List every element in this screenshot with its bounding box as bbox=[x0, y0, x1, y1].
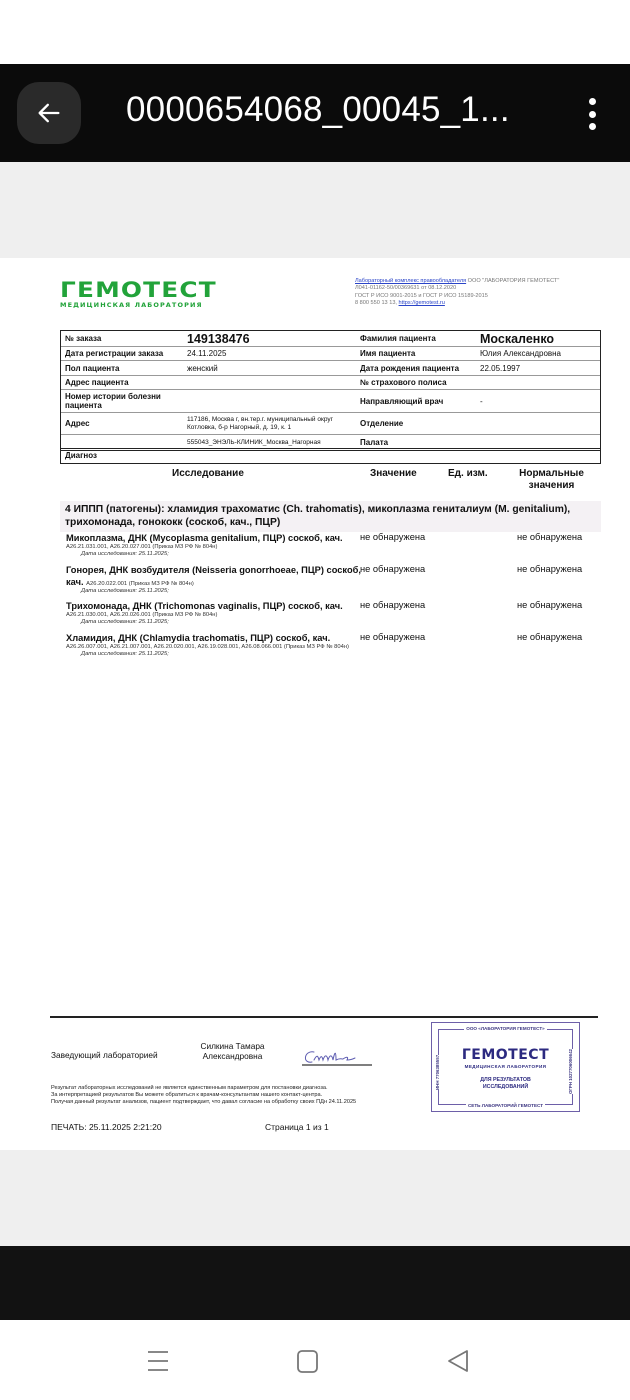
app-bar bbox=[0, 64, 630, 162]
status-bar bbox=[0, 0, 630, 64]
recents-button[interactable] bbox=[141, 1344, 175, 1378]
disclaimer-line: Результат лабораторных исследований не является единственным параметром для постановки диагноза. bbox=[51, 1085, 328, 1091]
stamp-logo: ГЕМОТЕСТ bbox=[461, 1047, 550, 1063]
test-name: Хламидия, ДНК (Chlamydia trachomatis, ПЦР) соскоб, кач. bbox=[66, 633, 331, 643]
more-dot bbox=[589, 123, 596, 130]
doctor: - bbox=[480, 396, 483, 406]
lab-info bbox=[355, 278, 605, 308]
address-label: Адрес bbox=[65, 419, 90, 428]
test-codes: A26.21.030.001, A26.20.026.001 (Приказ МЗ РФ № 804н) bbox=[66, 612, 218, 618]
document-title: 0000654068_00045_1... bbox=[126, 90, 510, 129]
back-triangle-icon bbox=[447, 1349, 471, 1373]
test-name: Трихомонада, ДНК (Trichomonas vaginalis, ПЦР) соскоб, кач. bbox=[66, 601, 343, 611]
signer-name: Силкина Тамара Александровна bbox=[200, 1041, 265, 1061]
back-nav-button[interactable] bbox=[442, 1344, 476, 1378]
signature-image bbox=[300, 1042, 380, 1072]
lab-complex-link[interactable]: Лабораторный комплекс правообладателя bbox=[355, 278, 467, 284]
sex-label: Пол пациента bbox=[65, 363, 120, 373]
print-timestamp: ПЕЧАТЬ: 25.11.2025 2:21:20 bbox=[51, 1122, 162, 1132]
more-dot bbox=[589, 111, 596, 118]
table-row bbox=[61, 361, 600, 376]
more-options-button[interactable] bbox=[578, 92, 606, 136]
lab-owner: ООО "ЛАБОРАТОРИЯ ГЕМОТЕСТ" bbox=[466, 278, 560, 284]
test-normal: не обнаружена bbox=[517, 600, 583, 610]
test-item bbox=[66, 600, 366, 627]
website-link[interactable]: https://gemotest.ru bbox=[398, 300, 445, 307]
doctor-label: Направляющий врач bbox=[360, 396, 444, 406]
stamp-purpose bbox=[439, 1077, 572, 1091]
test-normal: не обнаружена bbox=[517, 632, 583, 642]
ward-label: Палата bbox=[360, 438, 389, 447]
stamp-subtitle: МЕДИЦИНСКАЯ ЛАБОРАТОРИЯ bbox=[464, 1064, 547, 1069]
test-normal: не обнаружена bbox=[517, 564, 583, 574]
table-row bbox=[61, 413, 600, 435]
surname: Москаленко bbox=[480, 331, 555, 346]
disclaimer bbox=[51, 1085, 356, 1106]
reg-date-label: Дата регистрации заказа bbox=[65, 349, 164, 358]
test-name bbox=[66, 564, 366, 588]
test-name-text: Гонорея, ДНК возбудителя (Neisseria gonorrhoeae, ПЦР) соскоб, кач. bbox=[66, 565, 361, 587]
bottom-band bbox=[0, 1246, 630, 1320]
test-normal: не обнаружена bbox=[517, 532, 583, 542]
back-button[interactable] bbox=[17, 82, 81, 144]
history bbox=[183, 390, 356, 412]
order-no-label: № заказа bbox=[65, 334, 102, 343]
disclaimer-line: За интерпретацией результатов Вы можете обратиться к врачам-консультантам нашего контакт-центра. bbox=[51, 1092, 323, 1098]
stamp-bottom-label: СЕТЬ ЛАБОРАТОРИЙ ГЕМОТЕСТ bbox=[467, 1103, 544, 1108]
gemotest-logo bbox=[60, 278, 217, 309]
dob-label: Дата рождения пациента bbox=[360, 363, 460, 373]
disclaimer-line: Получая данный результат анализов, пациент подтверждает, что давал согласие на обработку своих ПДн 24.11.2025 bbox=[51, 1099, 357, 1105]
stamp-top-label: ООО «ЛАБОРАТОРИЯ ГЕМОТЕСТ» bbox=[466, 1026, 545, 1031]
test-item bbox=[66, 632, 366, 659]
test-value: не обнаружена bbox=[360, 632, 426, 642]
test-date: Дата исследования: 25.11.2025; bbox=[81, 551, 169, 557]
gost: ГОСТ Р ИСО 9001-2015 и ГОСТ Р ИСО 15189-2015 bbox=[355, 292, 488, 299]
stamp-ogrn-text: ОГРН 1027706006642 bbox=[568, 1049, 573, 1094]
reg-date: 24.11.2025 bbox=[187, 349, 227, 358]
test-codes: A26.26.007.001, A26.21.007.001, A26.20.020.001, A26.19.028.001, A26.08.066.001 (Приказ МЗ РФ № 804н) bbox=[66, 644, 349, 650]
test-value: не обнаружена bbox=[360, 532, 426, 542]
recents-icon bbox=[146, 1349, 170, 1373]
col-value: Значение bbox=[370, 468, 417, 479]
stamp-inn-text: ИНН 7706385557 bbox=[435, 1054, 440, 1090]
history-label: Номер истории болезни пациента bbox=[65, 392, 161, 410]
stamp-frame bbox=[435, 1026, 573, 1108]
test-item bbox=[66, 564, 366, 596]
department bbox=[476, 413, 600, 434]
test-value: не обнаружена bbox=[360, 564, 426, 574]
dob: 22.05.1997 bbox=[480, 363, 521, 373]
diagnosis-row bbox=[60, 448, 601, 464]
test-date: Дата исследования: 25.11.2025; bbox=[81, 619, 169, 625]
test-item bbox=[66, 532, 366, 559]
test-date: Дата исследования: 25.11.2025; bbox=[81, 651, 169, 657]
footer-divider bbox=[50, 1016, 598, 1018]
stamp-purpose-line: ДЛЯ РЕЗУЛЬТАТОВ bbox=[480, 1077, 531, 1083]
system-nav-bar bbox=[0, 1320, 630, 1400]
name-label: Имя пациента bbox=[360, 349, 416, 358]
policy bbox=[476, 376, 600, 389]
patient-address bbox=[183, 376, 356, 389]
test-name: Микоплазма, ДНК (Mycoplasma genitalium, ПЦР) соскоб, кач. bbox=[66, 533, 343, 543]
col-normal: Нормальные значения bbox=[519, 468, 584, 491]
home-button[interactable] bbox=[291, 1344, 325, 1378]
department-label: Отделение bbox=[360, 419, 404, 428]
section-title: 4 ИППП (патогены): хламидия трахоматис (Ch. trahomatis), микоплазма гениталиум (M. genitalium), трихомонада, гонококк (соскоб, кач., ПЦР) bbox=[60, 501, 601, 532]
license: Л041-01162-50/00369631 от 08.12.2020 bbox=[355, 285, 457, 292]
test-date: Дата исследования: 25.11.2025; bbox=[81, 588, 169, 594]
stamp-inn bbox=[435, 1038, 443, 1098]
col-unit: Ед. изм. bbox=[448, 468, 488, 479]
signer-role: Заведующий лабораторией bbox=[51, 1050, 158, 1060]
arrow-left-icon bbox=[35, 99, 63, 127]
diagnosis-label: Диагноз bbox=[65, 451, 97, 460]
stamp-top-text bbox=[439, 1026, 572, 1031]
patient-address-label: Адрес пациента bbox=[65, 378, 129, 387]
test-codes: A26.21.031.001, A26.20.027.001 (Приказ МЗ РФ № 804н) bbox=[66, 544, 218, 550]
table-row bbox=[61, 347, 600, 361]
col-study: Исследование bbox=[172, 468, 244, 479]
patient-info-table bbox=[60, 330, 601, 451]
sex: женский bbox=[187, 363, 218, 373]
more-vertical-icon bbox=[589, 98, 596, 105]
order-no: 149138476 bbox=[187, 331, 250, 346]
policy-label: № страхового полиса bbox=[360, 378, 447, 387]
table-row bbox=[61, 390, 600, 413]
table-row bbox=[61, 376, 600, 390]
stamp-purpose-line: ИССЛЕДОВАНИЙ bbox=[482, 1084, 529, 1090]
table-row bbox=[61, 331, 600, 347]
phone: 8 800 550 13 13, bbox=[355, 300, 399, 307]
home-icon bbox=[296, 1349, 320, 1373]
stamp-ogrn bbox=[568, 1038, 576, 1098]
test-value: не обнаружена bbox=[360, 600, 426, 610]
document-page bbox=[0, 258, 630, 1150]
logo-text: ГЕМОТЕСТ bbox=[60, 278, 217, 302]
logo-subtitle: МЕДИЦИНСКАЯ ЛАБОРАТОРИЯ bbox=[60, 301, 203, 309]
clinic: 555043_ЭНЭЛЬ-КЛИНИК_Москва_Нагорная bbox=[187, 438, 321, 446]
address: 117186, Москва г, вн.тер.г. муниципальный округ Котловка, б-р Нагорный, д. 19, к. 1 bbox=[187, 415, 333, 431]
test-codes: A26.20.022.001 (Приказ МЗ РФ № 804н) bbox=[86, 581, 194, 587]
page-number: Страница 1 из 1 bbox=[265, 1122, 329, 1132]
surname-label: Фамилия пациента bbox=[360, 334, 436, 343]
stamp-bottom-text bbox=[439, 1103, 572, 1108]
patient-name: Юлия Александровна bbox=[480, 349, 562, 358]
lab-stamp bbox=[431, 1022, 580, 1112]
